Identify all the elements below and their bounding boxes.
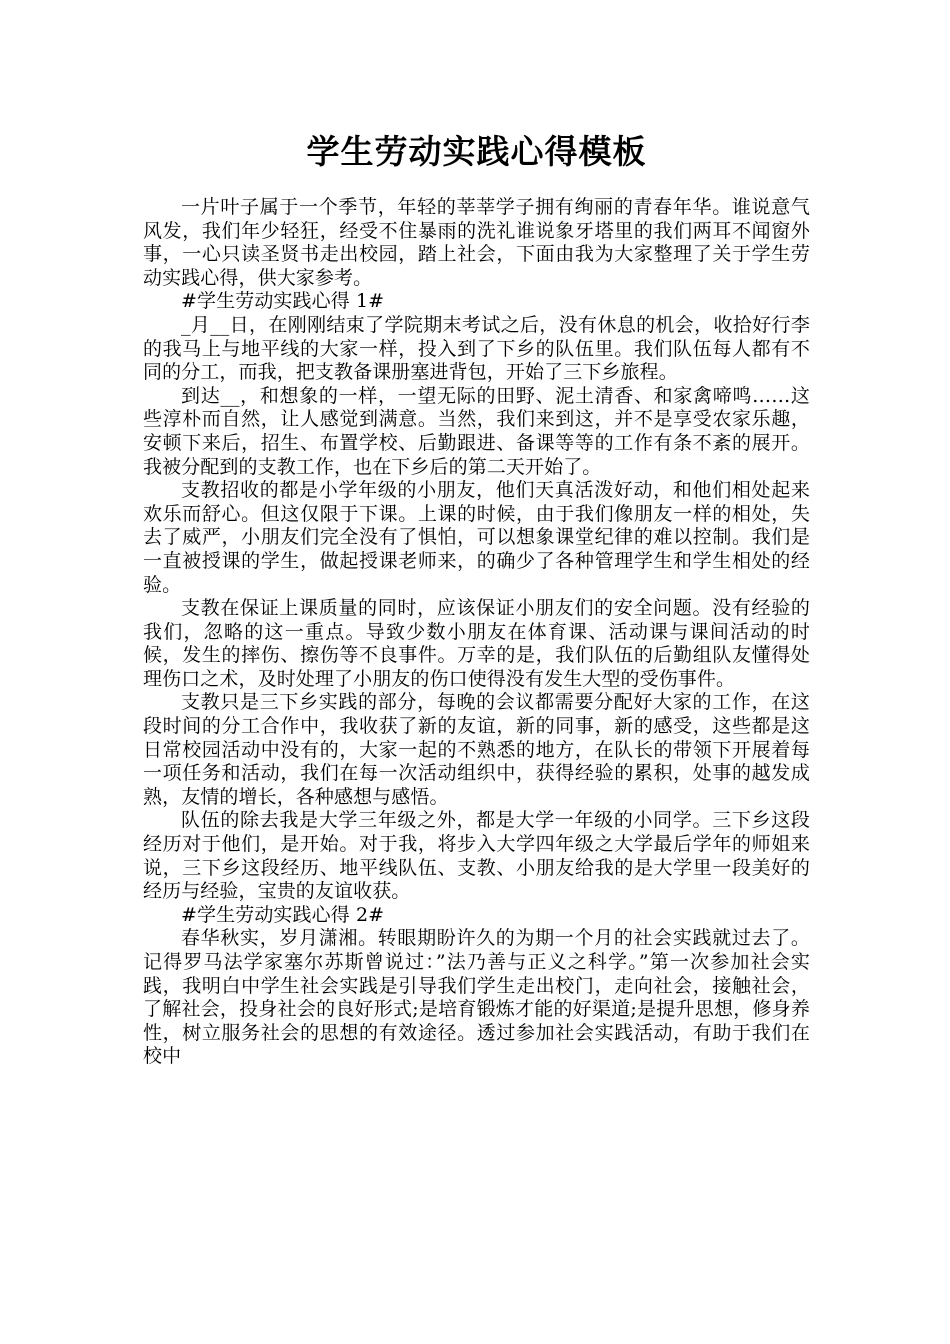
body-paragraph: 支教招收的都是小学年级的小朋友，他们天真活泼好动，和他们相处起来欢乐而舒心。但这仅限于下课。上课的时候，由于我们像朋友一样的相处，失去了威严，小朋友们完全没有了惧怕，可以想象课堂纪律的难以控制。我们是一直被授课的学生，做起授课老师来，的确少了各种管理学生和学生相处的经验。: [143, 479, 810, 596]
body-paragraph: 队伍的除去我是大学三年级之外，都是大学一年级的小同学。三下乡这段经历对于他们，是开始。对于我，将步入大学四年级之大学最后学年的师姐来说，三下乡这段经历、地平线队伍、支教、小朋友给我的是大学里一段美好的经历与经验，宝贵的友谊收获。: [143, 809, 810, 903]
body-paragraph: 支教在保证上课质量的同时，应该保证小朋友们的安全问题。没有经验的我们，忽略的这一重点。导致少数小朋友在体育课、活动课与课间活动的时候，发生的摔伤、擦伤等不良事件。万幸的是，我们队伍的后勤组队友懂得处理伤口之术，及时处理了小朋友的伤口使得没有发生大型的受伤事件。: [143, 597, 810, 690]
intro-paragraph: 一片叶子属于一个季节，年轻的莘莘学子拥有绚丽的青春年华。谁说意气风发，我们年少轻狂，经受不住暴雨的洗礼谁说象牙塔里的我们两耳不闻窗外事，一心只读圣贤书走出校园，踏上社会，下面由我为大家整理了关于学生劳动实践心得，供大家参考。: [143, 196, 810, 289]
document-body: [143, 196, 810, 1069]
document-title: 学生劳动实践心得模板: [306, 132, 647, 171]
document-page: [143, 130, 810, 1069]
section-heading-2: #学生劳动实践心得 2#: [181, 903, 385, 926]
body-paragraph: _月__日，在刚刚结束了学院期末考试之后，没有休息的机会，收拾好行李的我马上与地平线的大家一样，投入到了下乡的队伍里。我们队伍每人都有不同的分工，而我，把支教备课册塞进背包，开始了三下乡旅程。: [143, 313, 810, 384]
section-heading-1: #学生劳动实践心得 1#: [181, 290, 385, 313]
body-paragraph: 到达__，和想象的一样，一望无际的田野、泥土清香、和家禽啼鸣……这些淳朴而自然，让人感觉到满意。当然，我们来到这，并不是享受农家乐趣，安顿下来后，招生、布置学校、后勤跟进、备课等等的工作有条不紊的展开。我被分配到的支教工作，也在下乡后的第二天开始了。: [143, 384, 810, 478]
body-paragraph: 支教只是三下乡实践的部分，每晚的会议都需要分配好大家的工作，在这段时间的分工合作中，我收获了新的友谊，新的同事，新的感受，这些都是这日常校园活动中没有的，大家一起的不熟悉的地方，在队长的带领下开展着每一项任务和活动，我们在每一次活动组织中，获得经验的累积，处事的越发成熟，友情的增长，各种感想与感悟。: [143, 691, 810, 808]
body-paragraph: 春华秋实，岁月潇湘。转眼期盼许久的为期一个月的社会实践就过去了。记得罗马法学家塞尔苏斯曾说过：”法乃善与正义之科学。”第一次参加社会实践，我明白中学生社会实践是引导我们学生走出校门，走向社会，接触社会，了解社会，投身社会的良好形式;是培育锻炼才能的好渠道;是提升思想，修身养性，树立服务社会的思想的有效途径。透过参加社会实践活动，有助于我们在校中: [143, 927, 810, 1068]
